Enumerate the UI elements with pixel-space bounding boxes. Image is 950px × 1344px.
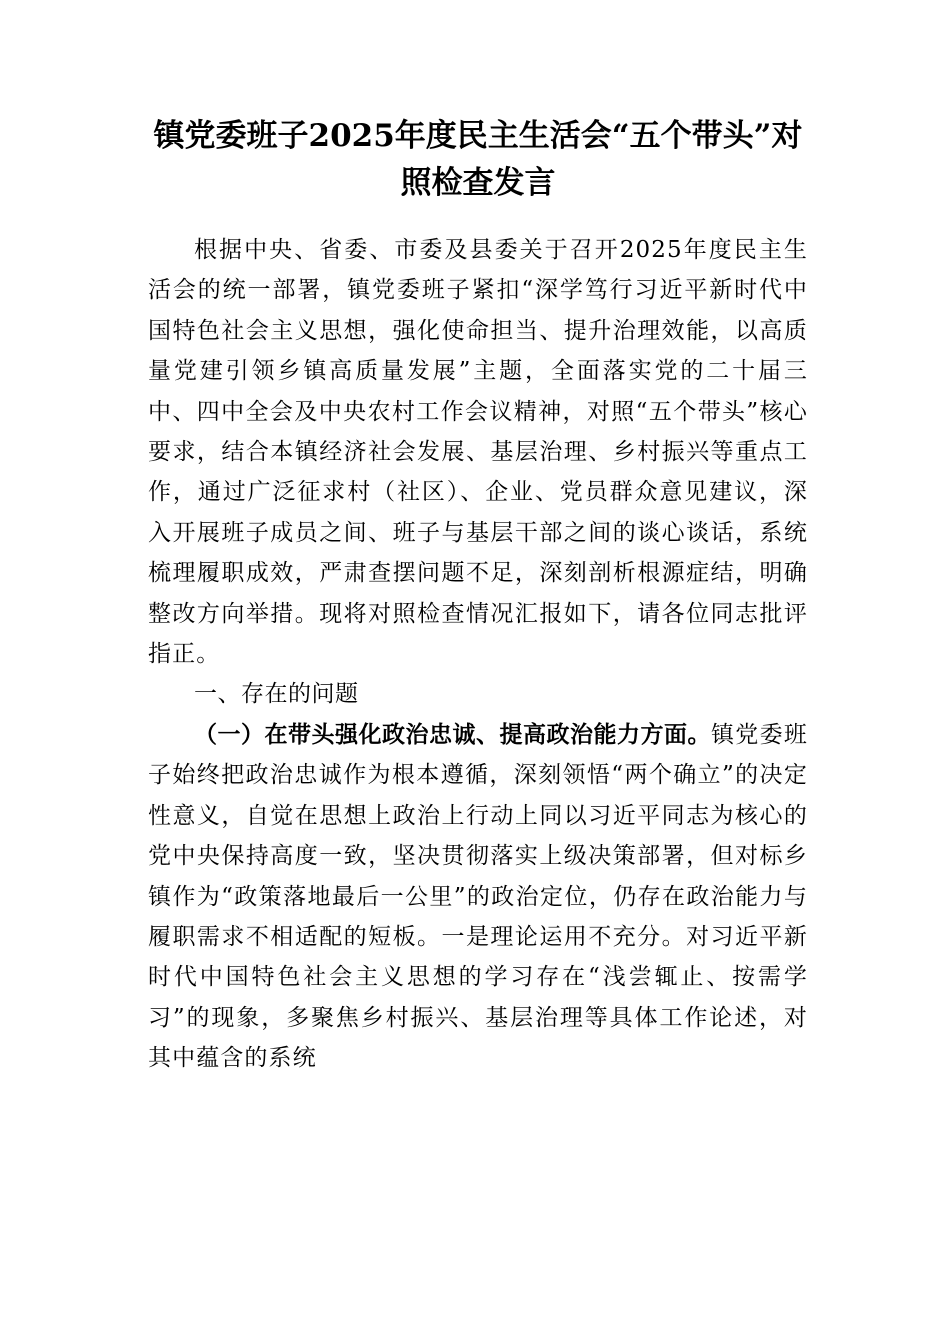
section-one-heading: 一、存在的问题 — [194, 681, 359, 708]
subsection-one-text: 镇党委班子始终把政治忠诚作为根本遵循，深刻领悟“两个确立”的决定性意义，自觉在思想上政治上行动上同以习近平同志为核心的党中央保持高度一致，坚决贯彻落实上级决策部署，但对标乡镇作为“政策落地最后一公里”的政治定位，仍存在政治能力与履职需求不相适配的短板。一是理论运用不充分。对习近平新时代中国特色社会主义思想的学习存在“浅尝辄止、按需学习”的现象，多聚焦乡村振兴、基层治理等具体工作论述，对其中蕴含的系统 — [148, 721, 808, 1072]
subsection-one-paragraph — [148, 715, 808, 1079]
document-title: 镇党委班子2025年度民主生活会“五个带头”对照检查发言 — [153, 118, 803, 201]
intro-paragraph: 根据中央、省委、市委及县委关于召开2025年度民主生活会的统一部署，镇党委班子紧扣“深学笃行习近平新时代中国特色社会主义思想，强化使命担当、提升治理效能，以高质量党建引领乡镇高质量发展”主题，全面落实党的二十届三中、四中全会及中央农村工作会议精神，对照“五个带头”核心要求，结合本镇经济社会发展、基层治理、乡村振兴等重点工作，通过广泛征求村（社区）、企业、党员群众意见建议，深入开展班子成员之间、班子与基层干部之间的谈心谈话，系统梳理履职成效，严肃查摆问题不足，深刻剖析根源症结，明确整改方向举措。现将对照检查情况汇报如下，请各位同志批评指正。 — [148, 237, 808, 668]
subsection-one-lead: （一）在带头强化政治忠诚、提高政治能力方面。 — [194, 721, 711, 748]
document-body — [148, 230, 808, 1079]
